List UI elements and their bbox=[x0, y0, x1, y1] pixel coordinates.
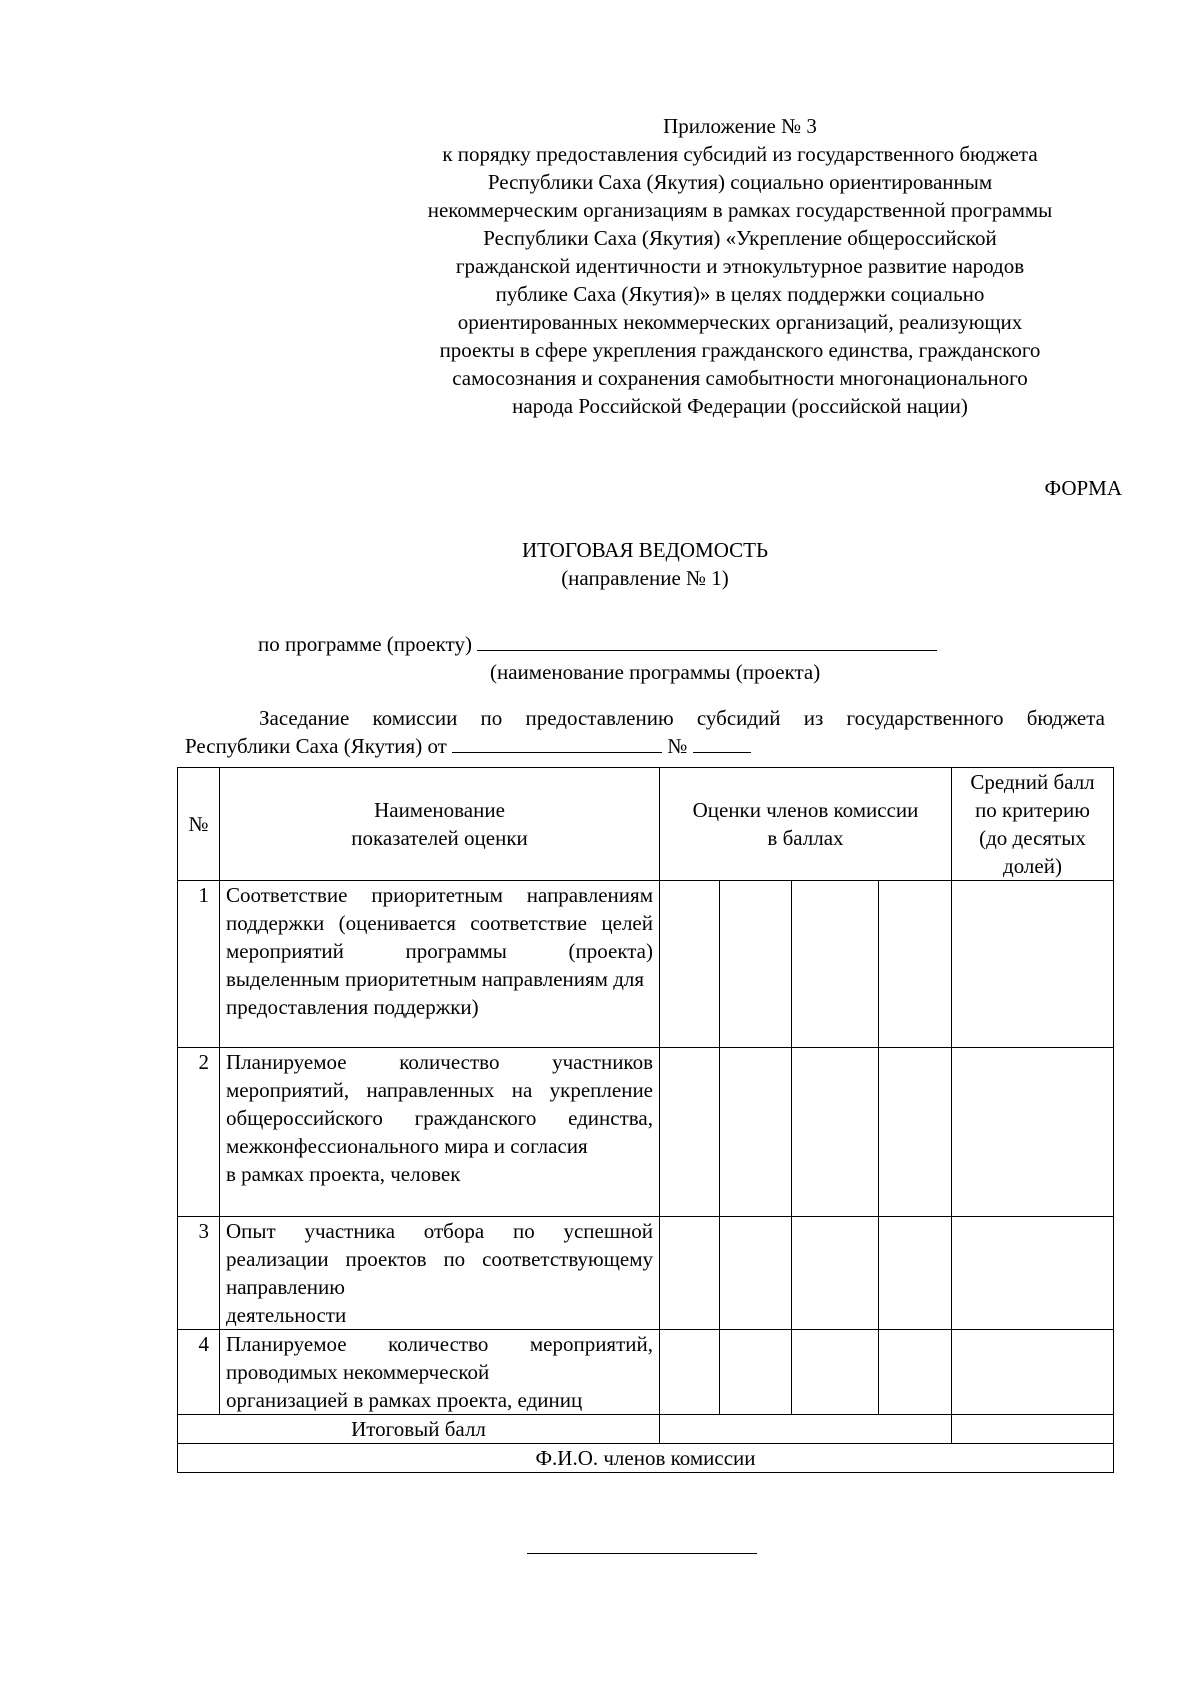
meeting-info bbox=[185, 704, 1105, 760]
appendix-line: Республики Саха (Якутия) «Укрепление общероссийской bbox=[483, 226, 997, 250]
criterion-body: Планируемое количество участников мероприятий, направленных на укрепление общероссийского гражданского единства, межконфессионального мира и согласия bbox=[226, 1050, 653, 1158]
appendix-line: проекты в сфере укрепления гражданского единства, гражданского bbox=[439, 338, 1041, 362]
row-num: 4 bbox=[178, 1330, 220, 1415]
score-cell[interactable] bbox=[720, 881, 792, 1048]
table-row bbox=[178, 881, 1114, 1048]
appendix-line: самосознания и сохранения самобытности многонационального bbox=[452, 366, 1028, 390]
score-cell[interactable] bbox=[660, 1217, 720, 1330]
appendix-line: Республики Саха (Якутия) социально ориентированным bbox=[487, 170, 993, 194]
meeting-line-2 bbox=[185, 732, 1105, 760]
appendix-line: народа Российской Федерации (российской нации) bbox=[512, 394, 968, 418]
meeting-line-1: Заседание комиссии по предоставлению субсидий из государственного бюджета bbox=[259, 706, 1105, 730]
row-num: 2 bbox=[178, 1048, 220, 1217]
header-avg-line: (до десятых bbox=[979, 826, 1086, 850]
header-scores bbox=[660, 768, 952, 881]
separator-line bbox=[527, 1553, 757, 1554]
score-cell[interactable] bbox=[720, 1048, 792, 1217]
number-sign: № bbox=[667, 734, 688, 758]
meeting-prefix: Республики Саха (Якутия) от bbox=[185, 734, 447, 758]
members-label: Ф.И.О. членов комиссии bbox=[178, 1444, 1114, 1473]
appendix-header bbox=[380, 112, 1100, 420]
program-caption: (наименование программы (проекта) bbox=[490, 660, 821, 684]
program-label: по программе (проекту) bbox=[258, 632, 472, 656]
total-average-cell[interactable] bbox=[952, 1415, 1114, 1444]
criterion-last-line: в рамках проекта, человек bbox=[226, 1162, 461, 1186]
criterion-last-line: предоставления поддержки) bbox=[226, 995, 479, 1019]
criterion-last-line: организацией в рамках проекта, единиц bbox=[226, 1388, 583, 1412]
score-cell[interactable] bbox=[879, 1217, 952, 1330]
header-scores-line: Оценки членов комиссии bbox=[692, 798, 919, 822]
document-title bbox=[0, 536, 1200, 592]
total-label: Итоговый балл bbox=[178, 1415, 660, 1444]
header-num: № bbox=[178, 768, 220, 881]
table-header-row bbox=[178, 768, 1114, 881]
score-cell[interactable] bbox=[792, 1048, 879, 1217]
program-line bbox=[258, 630, 937, 658]
table-row bbox=[178, 1048, 1114, 1217]
criterion-body: Планируемое количество мероприятий, проводимых некоммерческой bbox=[226, 1332, 653, 1384]
form-label: ФОРМА bbox=[1044, 476, 1122, 500]
appendix-line: гражданской идентичности и этнокультурное развитие народов bbox=[455, 254, 1025, 278]
table-row bbox=[178, 1330, 1114, 1415]
row-num: 1 bbox=[178, 881, 220, 1048]
criterion-last-line: деятельности bbox=[226, 1303, 347, 1327]
criterion-text bbox=[220, 1048, 660, 1217]
title-sub: (направление № 1) bbox=[561, 566, 729, 590]
header-average bbox=[952, 768, 1114, 881]
header-avg-line: Средний балл bbox=[970, 770, 1095, 794]
members-row bbox=[178, 1444, 1114, 1473]
score-cell[interactable] bbox=[660, 1048, 720, 1217]
table-row bbox=[178, 1217, 1114, 1330]
score-cell[interactable] bbox=[792, 1217, 879, 1330]
header-name bbox=[220, 768, 660, 881]
row-num: 3 bbox=[178, 1217, 220, 1330]
score-cell[interactable] bbox=[720, 1330, 792, 1415]
program-name-field[interactable] bbox=[477, 630, 937, 651]
meeting-date-field[interactable] bbox=[452, 732, 662, 753]
appendix-line: ориентированных некоммерческих организаций, реализующих bbox=[457, 310, 1023, 334]
header-name-line: показателей оценки bbox=[351, 826, 528, 850]
criterion-body: Соответствие приоритетным направлениям поддержки (оценивается соответствие целей мероприятий программы (проекта) выделенным приоритетным направлениям для bbox=[226, 883, 653, 991]
criterion-text bbox=[220, 881, 660, 1048]
criterion-text bbox=[220, 1217, 660, 1330]
score-cell[interactable] bbox=[792, 1330, 879, 1415]
header-avg-line: по критерию bbox=[975, 798, 1090, 822]
header-scores-line: в баллах bbox=[767, 826, 844, 850]
total-row bbox=[178, 1415, 1114, 1444]
score-cell[interactable] bbox=[660, 1330, 720, 1415]
title-main: ИТОГОВАЯ ВЕДОМОСТЬ bbox=[521, 538, 769, 562]
score-cell[interactable] bbox=[792, 881, 879, 1048]
score-cell[interactable] bbox=[879, 1048, 952, 1217]
criterion-text bbox=[220, 1330, 660, 1415]
score-cell[interactable] bbox=[879, 881, 952, 1048]
average-cell[interactable] bbox=[952, 1330, 1114, 1415]
total-score-cell[interactable] bbox=[660, 1415, 952, 1444]
average-cell[interactable] bbox=[952, 881, 1114, 1048]
score-cell[interactable] bbox=[879, 1330, 952, 1415]
appendix-line: некоммерческим организациям в рамках государственной программы bbox=[427, 198, 1053, 222]
average-cell[interactable] bbox=[952, 1217, 1114, 1330]
appendix-line: публике Саха (Якутия)» в целях поддержки социально bbox=[495, 282, 985, 306]
header-avg-line: долей) bbox=[1003, 854, 1062, 878]
evaluation-table bbox=[177, 767, 1114, 1473]
score-cell[interactable] bbox=[660, 881, 720, 1048]
appendix-line: к порядку предоставления субсидий из государственного бюджета bbox=[442, 142, 1038, 166]
score-cell[interactable] bbox=[720, 1217, 792, 1330]
criterion-body: Опыт участника отбора по успешной реализации проектов по соответствующему направлению bbox=[226, 1219, 653, 1299]
average-cell[interactable] bbox=[952, 1048, 1114, 1217]
meeting-number-field[interactable] bbox=[693, 732, 751, 753]
appendix-line: Приложение № 3 bbox=[663, 114, 817, 138]
header-name-line: Наименование bbox=[374, 798, 505, 822]
